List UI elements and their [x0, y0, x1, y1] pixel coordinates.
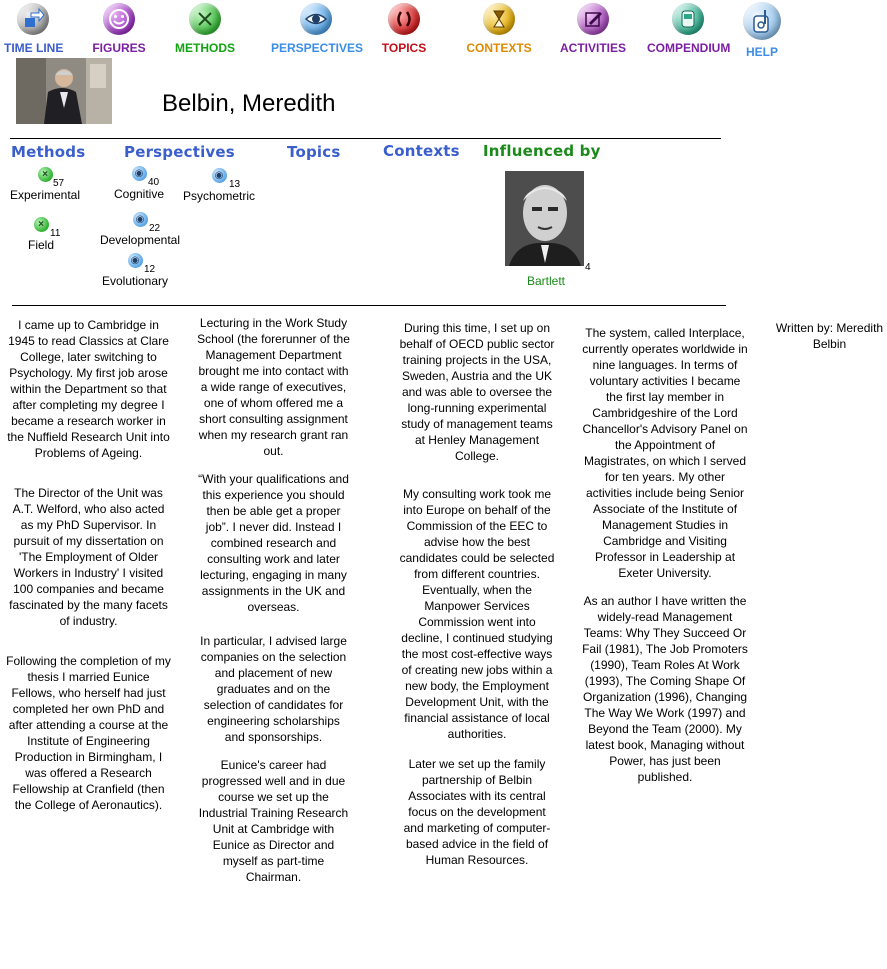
nav-perspectives[interactable] — [271, 0, 364, 55]
perspective-label: Cognitive — [113, 187, 165, 201]
bio-column-4 — [582, 325, 748, 801]
perspective-count: 22 — [149, 223, 161, 234]
perspective-developmental[interactable] — [85, 212, 195, 247]
cross-icon: × — [38, 167, 53, 182]
bio-paragraph: Following the completion of my thesis I married Eunice Fellows, who herself had just completed her own PhD and after attending a course at the Institute of Engineering Production in Birmingham, I was offered a Research Fellowship at Cranfield (then the College of Aeronautics). — [6, 654, 171, 812]
perspective-count: 13 — [229, 179, 241, 190]
eye-icon: ◉ — [133, 212, 148, 227]
nav-contexts[interactable] — [466, 0, 532, 55]
cross-icon: × — [34, 217, 49, 232]
bio-paragraph: During this time, I set up on behalf of OECD public sector training projects in the USA, Sweden, Austria and the UK and was able to oversee the long-running experimental study of management teams at Henley Management College. — [399, 321, 555, 463]
nav-label-topics: TOPICS — [381, 41, 427, 55]
nav-label-compendium: COMPENDIUM — [647, 41, 731, 55]
nav-label-contexts: CONTEXTS — [466, 41, 532, 55]
heading-influenced-by: Influenced by — [483, 142, 601, 160]
eye-icon: ◉ — [128, 253, 143, 268]
nav-help[interactable] — [740, 0, 784, 59]
perspective-label: Psychometric — [182, 189, 256, 203]
heading-contexts[interactable]: Contexts — [383, 142, 460, 160]
heading-topics[interactable]: Topics — [287, 143, 341, 161]
cross-icon — [189, 3, 221, 35]
bio-paragraph: My consulting work took me into Europe on behalf of the Commission of the EEC to advise how the best candidates could be selected from different countries. Eventually, when the Manpower Services Commission went into decline, I continued studying the most cost-effective ways of creating new jobs within a new body, the Employment Development Unit, with the financial assistance of local authorities. — [399, 487, 555, 741]
nav-label-perspectives: PERSPECTIVES — [271, 41, 364, 55]
bio-paragraph: Later we set up the family partnership of Belbin Associates with its central focus on the development and marketing of computer-based advice in the field of Human Resources. — [403, 757, 551, 867]
heading-perspectives[interactable]: Perspectives — [124, 143, 235, 161]
bio-column-3 — [398, 320, 556, 884]
bio-column-2 — [196, 315, 351, 901]
page-title: Belbin, Meredith — [162, 90, 336, 117]
nav-label-methods: METHODS — [175, 41, 235, 55]
nav-label-help: HELP — [745, 45, 778, 59]
method-field[interactable] — [0, 217, 96, 252]
method-label: Field — [27, 238, 54, 252]
perspective-label: Developmental — [99, 233, 181, 247]
timeline-icon — [17, 3, 49, 35]
pencil-box-icon — [577, 3, 609, 35]
nav-topics[interactable] — [380, 0, 428, 55]
nav-label-figures: FIGURES — [92, 41, 146, 55]
bio-paragraph: The system, called Interplace, currently operates worldwide in nine languages. In terms of voluntary activities I became the first lay member in Cambridgeshire of the Lord Chancellor's Advisory Panel on the Appointment of Magistrates, on which I served for ten years. My other activities include being Senior Associate of the Institute of Management Studies in Cambridge and Visiting Professor in Leadership at Exeter University. — [582, 326, 748, 580]
section-divider — [12, 305, 726, 306]
perspective-count: 40 — [148, 177, 160, 188]
eye-icon: ◉ — [212, 168, 227, 183]
method-count: 57 — [53, 178, 65, 189]
byline: Written by: Meredith Belbin — [775, 321, 884, 351]
method-count: 11 — [50, 228, 61, 239]
perspective-evolutionary[interactable] — [80, 253, 190, 288]
influence-portrait[interactable] — [505, 171, 584, 266]
influence-count: 4 — [585, 262, 591, 273]
help-icon — [743, 2, 781, 40]
bio-column-1 — [6, 317, 171, 829]
influence-link-bartlett[interactable]: Bartlett — [526, 274, 565, 288]
bio-paragraph: Eunice's career had progressed well and in due course we set up the Industrial Training Research Unit at Cambridge with Eunice as Director and myself as part-time Chairman. — [198, 758, 349, 884]
perspective-label: Evolutionary — [101, 274, 169, 288]
smiley-icon — [103, 3, 135, 35]
header-divider — [10, 138, 721, 139]
bio-paragraph: As an author I have written the widely-read Management Teams: Why They Succeed Or Fail (1981), The Job Promoters (1990), Team Roles At Work (1993), The Coming Shape Of Organization (1996), Changing The Way We Work (1997) and Beyond the Team (2000). My latest book, Managing without Power, has just been published. — [582, 594, 748, 784]
author-portrait — [16, 58, 112, 124]
method-label: Experimental — [9, 188, 81, 202]
bio-paragraph: “With your qualifications and this experience you should then be able get a proper job”. I never did. Instead I combined research and consulting work and later lecturing, engaging in many assignments in the UK and overseas. — [198, 472, 349, 614]
bio-paragraph: Lecturing in the Work Study School (the forerunner of the Management Department brought me into contact with a wide range of executives, one of whom offered me a short consulting assignment when my research grant ran out. — [197, 316, 350, 458]
heading-methods[interactable]: Methods — [11, 143, 86, 161]
hourglass-icon — [483, 3, 515, 35]
perspective-psychometric[interactable] — [164, 168, 274, 203]
nav-timeline[interactable] — [4, 0, 62, 55]
eye-icon — [300, 3, 332, 35]
bio-paragraph: The Director of the Unit was A.T. Welford, who also acted as my PhD Supervisor. In pursuit of my dissertation on 'The Employment of Older Workers in Industry' I visited 100 companies and became fascinated by the many facets of industry. — [9, 486, 168, 628]
nav-compendium[interactable] — [647, 0, 729, 55]
nav-label-activities: ACTIVITIES — [560, 41, 627, 55]
bio-paragraph: I came up to Cambridge in 1945 to read Classics at Clare College, later switching to Psychology. My first job arose within the Department so that after completing my degree I became a research worker in the Nuffield Research Unit into Problems of Ageing. — [7, 318, 170, 460]
nav-methods[interactable] — [174, 0, 236, 55]
nav-label-timeline: TIME LINE — [4, 41, 64, 55]
nav-figures[interactable] — [92, 0, 146, 55]
book-icon — [672, 3, 704, 35]
brackets-icon — [388, 3, 420, 35]
perspective-count: 12 — [144, 264, 156, 275]
nav-activities[interactable] — [560, 0, 626, 55]
eye-icon: ◉ — [132, 166, 147, 181]
bio-paragraph: In particular, I advised large companies on the selection and placement of new graduates and on the selection of candidates for engineering scholarships and sponsorships. — [200, 634, 347, 744]
